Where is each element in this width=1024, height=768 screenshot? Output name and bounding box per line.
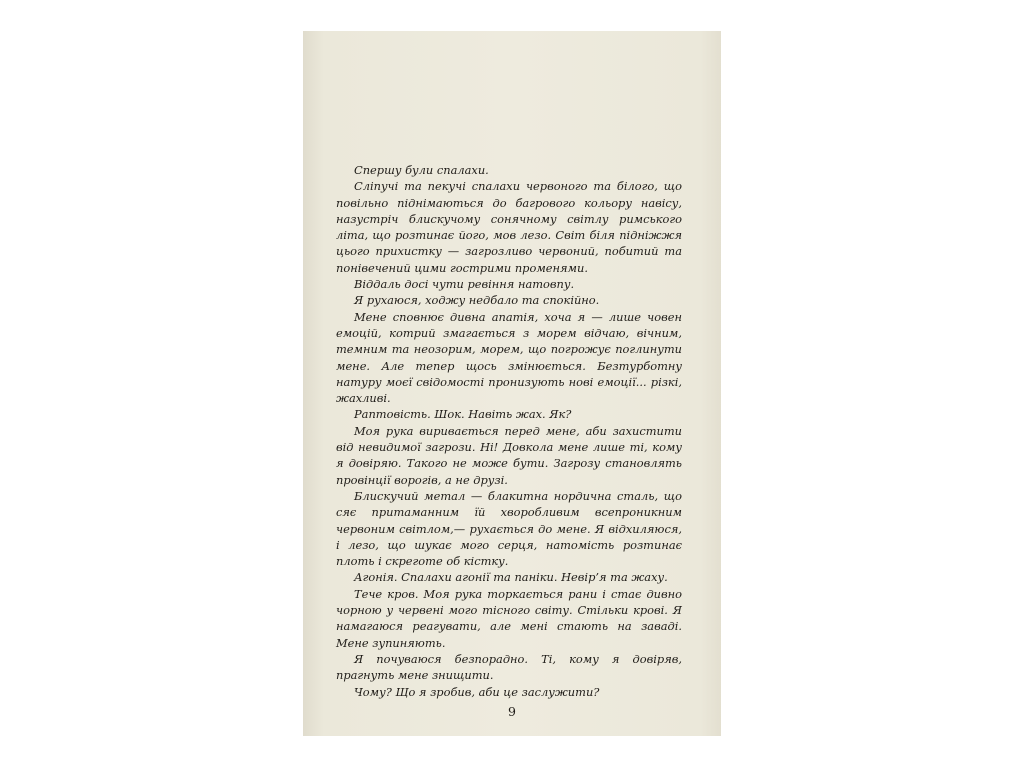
paragraph: Чому? Що я зробив, аби це заслужити? — [354, 684, 600, 699]
paragraph: Сліпучі та пекучі спалахи червоного та білого, що повільно піднімаються до багрового кольору навісу, назустріч блискучому сонячному світлу римського літа, що розтинає його, мов лезо. Світ біля підніжжя цього прихистку — загрозливо червоний, побитий та понівечений цими гострими променями. — [336, 179, 682, 275]
paragraph: Раптовість. Шок. Навіть жах. Як? — [354, 407, 572, 422]
paragraph: Я рухаюся, ходжу недбало та спокійно. — [354, 293, 600, 308]
paragraph: Я почуваюся безпорадно. Ті, кому я довіряв, прагнуть мене знищити. — [336, 651, 682, 683]
paragraph: Блискучий метал — блакитна нордична сталь, що сяє притаманним їй хворобливим всепроникним червоним світлом,— рухається до мене. Я відхиляюся, і лезо, що шукає мого серця, натомість розтинає плоть і скреготе об кістку. — [336, 488, 682, 569]
body-text — [336, 162, 682, 700]
paragraph: Тече кров. Моя рука торкається рани і стає дивно чорною у червені мого тісного світу. Стільки крові. Я намагаюся реагувати, але мені стають на заваді. Мене зупиняють. — [336, 586, 682, 650]
paragraph: Мене сповнює дивна апатія, хоча я — лише човен емоцій, котрий змагається з морем відчаю, вічним, темним та неозорим, морем, що погрожує поглинути мене. Але тепер щось змінюється. Безтурботну натуру моєї свідомості пронизують нові емоції... різкі, жахливі. — [336, 309, 682, 406]
page-number: 9 — [508, 704, 516, 719]
paragraph: Моя рука виривається перед мене, аби захистити від невидимої загрози. Ні! Довкола мене лише ті, кому я довіряю. Такого не може бути. Загрозу становлять провінції ворогів, а не друзі. — [336, 423, 682, 487]
book-page — [303, 31, 721, 736]
paragraph: Віддаль досі чути ревіння натовпу. — [354, 277, 575, 292]
paragraph: Агонія. Спалахи агонії та паніки. Невір’я та жаху. — [354, 570, 668, 585]
paragraph: Спершу були спалахи. — [354, 163, 489, 177]
